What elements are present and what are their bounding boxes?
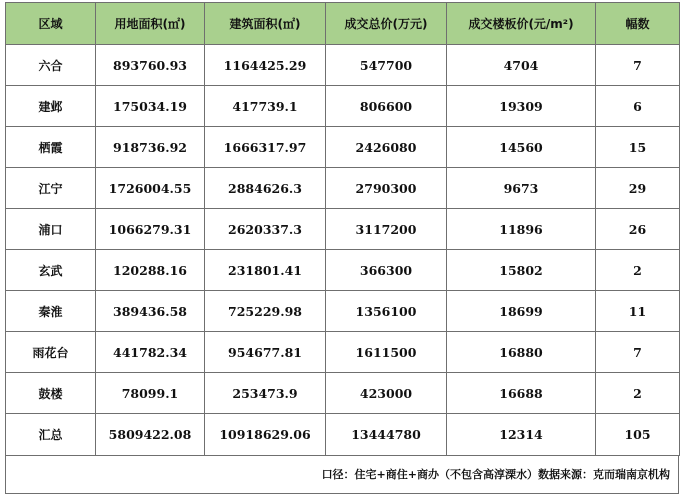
total-price-cell: 366300 bbox=[326, 250, 447, 291]
floor-price-cell: 16688 bbox=[447, 373, 596, 414]
table-header bbox=[6, 3, 680, 45]
parcel-count-cell: 29 bbox=[596, 168, 680, 209]
district-cell: 浦口 bbox=[6, 209, 96, 250]
table-row bbox=[6, 168, 680, 209]
header-total-price: 成交总价(万元) bbox=[326, 3, 447, 45]
total-land-area-cell: 5809422.08 bbox=[96, 414, 205, 456]
table-row bbox=[6, 127, 680, 168]
building-area-cell: 954677.81 bbox=[205, 332, 326, 373]
parcel-count-cell: 7 bbox=[596, 332, 680, 373]
floor-price-cell: 19309 bbox=[447, 86, 596, 127]
table-row bbox=[6, 332, 680, 373]
floor-price-cell: 15802 bbox=[447, 250, 596, 291]
header-land-area: 用地面积(㎡) bbox=[96, 3, 205, 45]
land-area-cell: 893760.93 bbox=[96, 45, 205, 86]
total-price-cell: 1356100 bbox=[326, 291, 447, 332]
building-area-cell: 2884626.3 bbox=[205, 168, 326, 209]
building-area-cell: 2620337.3 bbox=[205, 209, 326, 250]
total-total-price-cell: 13444780 bbox=[326, 414, 447, 456]
district-cell: 栖霞 bbox=[6, 127, 96, 168]
total-building-area-cell: 10918629.06 bbox=[205, 414, 326, 456]
building-area-cell: 725229.98 bbox=[205, 291, 326, 332]
district-cell: 江宁 bbox=[6, 168, 96, 209]
header-floor-price: 成交楼板价(元/m²) bbox=[447, 3, 596, 45]
floor-price-cell: 9673 bbox=[447, 168, 596, 209]
parcel-count-cell: 26 bbox=[596, 209, 680, 250]
table-row bbox=[6, 291, 680, 332]
total-price-cell: 547700 bbox=[326, 45, 447, 86]
building-area-cell: 231801.41 bbox=[205, 250, 326, 291]
parcel-count-cell: 7 bbox=[596, 45, 680, 86]
land-area-cell: 918736.92 bbox=[96, 127, 205, 168]
table-row bbox=[6, 250, 680, 291]
land-area-cell: 441782.34 bbox=[96, 332, 205, 373]
table-row bbox=[6, 86, 680, 127]
district-cell: 雨花台 bbox=[6, 332, 96, 373]
land-area-cell: 389436.58 bbox=[96, 291, 205, 332]
total-price-cell: 423000 bbox=[326, 373, 447, 414]
parcel-count-cell: 11 bbox=[596, 291, 680, 332]
total-district-cell: 汇总 bbox=[6, 414, 96, 456]
building-area-cell: 1164425.29 bbox=[205, 45, 326, 86]
land-area-cell: 1066279.31 bbox=[96, 209, 205, 250]
district-cell: 鼓楼 bbox=[6, 373, 96, 414]
total-row bbox=[6, 414, 680, 456]
header-parcel-count: 幅数 bbox=[596, 3, 680, 45]
total-price-cell: 3117200 bbox=[326, 209, 447, 250]
land-area-cell: 78099.1 bbox=[96, 373, 205, 414]
table-body bbox=[6, 45, 680, 456]
total-price-cell: 2790300 bbox=[326, 168, 447, 209]
header-district: 区域 bbox=[6, 3, 96, 45]
land-area-cell: 120288.16 bbox=[96, 250, 205, 291]
district-cell: 秦淮 bbox=[6, 291, 96, 332]
district-cell: 玄武 bbox=[6, 250, 96, 291]
total-price-cell: 806600 bbox=[326, 86, 447, 127]
table-row bbox=[6, 45, 680, 86]
building-area-cell: 1666317.97 bbox=[205, 127, 326, 168]
floor-price-cell: 14560 bbox=[447, 127, 596, 168]
footnote: 口径：住宅+商住+商办（不包含高淳溧水）数据来源：克而瑞南京机构 bbox=[5, 456, 679, 494]
district-cell: 六合 bbox=[6, 45, 96, 86]
total-parcel-count-cell: 105 bbox=[596, 414, 680, 456]
parcel-count-cell: 2 bbox=[596, 373, 680, 414]
total-price-cell: 2426080 bbox=[326, 127, 447, 168]
land-area-cell: 175034.19 bbox=[96, 86, 205, 127]
parcel-count-cell: 2 bbox=[596, 250, 680, 291]
parcel-count-cell: 6 bbox=[596, 86, 680, 127]
header-row bbox=[6, 3, 680, 45]
building-area-cell: 417739.1 bbox=[205, 86, 326, 127]
floor-price-cell: 11896 bbox=[447, 209, 596, 250]
table-row bbox=[6, 209, 680, 250]
land-transaction-sheet bbox=[5, 2, 679, 492]
header-building-area: 建筑面积(㎡) bbox=[205, 3, 326, 45]
land-area-cell: 1726004.55 bbox=[96, 168, 205, 209]
floor-price-cell: 18699 bbox=[447, 291, 596, 332]
district-cell: 建邺 bbox=[6, 86, 96, 127]
total-price-cell: 1611500 bbox=[326, 332, 447, 373]
building-area-cell: 253473.9 bbox=[205, 373, 326, 414]
parcel-count-cell: 15 bbox=[596, 127, 680, 168]
total-floor-price-cell: 12314 bbox=[447, 414, 596, 456]
land-transaction-table bbox=[5, 2, 680, 456]
table-row bbox=[6, 373, 680, 414]
floor-price-cell: 16880 bbox=[447, 332, 596, 373]
floor-price-cell: 4704 bbox=[447, 45, 596, 86]
